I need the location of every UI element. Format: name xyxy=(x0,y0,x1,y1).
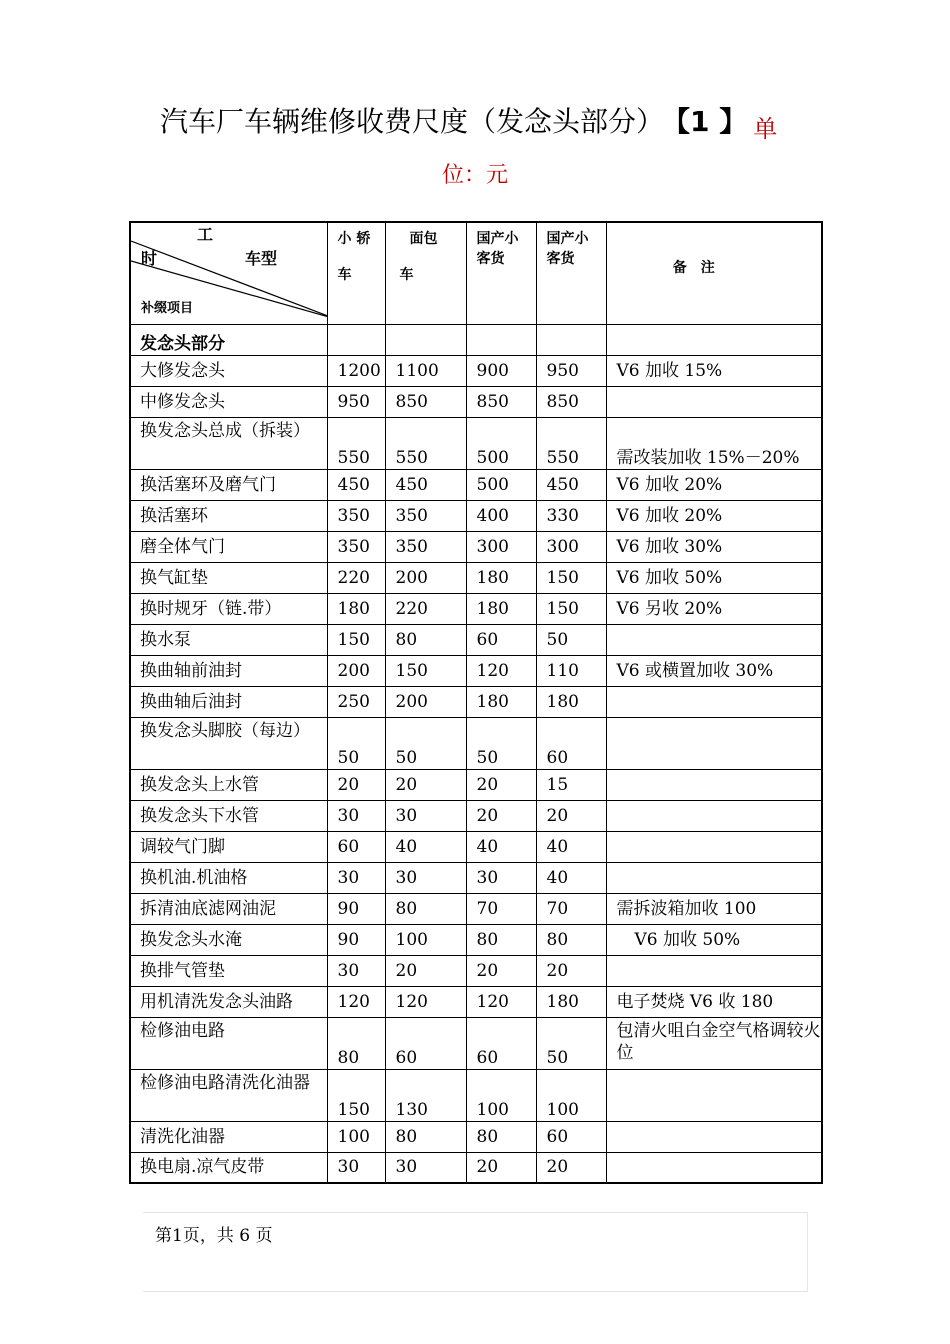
table-row xyxy=(130,1017,822,1069)
row-value-sedan: 150 xyxy=(327,1069,385,1121)
table-row xyxy=(130,1069,822,1121)
table-row xyxy=(130,593,822,624)
row-value-domestic-2: 70 xyxy=(536,893,606,924)
row-value-domestic-1: 300 xyxy=(466,531,536,562)
table-row xyxy=(130,655,822,686)
table-row xyxy=(130,955,822,986)
row-value-van: 450 xyxy=(385,469,466,500)
row-value-sedan: 250 xyxy=(327,686,385,717)
table-row xyxy=(130,469,822,500)
row-value-sedan: 550 xyxy=(327,417,385,469)
row-value-sedan: 30 xyxy=(327,800,385,831)
row-remark xyxy=(606,386,822,417)
row-value-domestic-1: 80 xyxy=(466,924,536,955)
section-row xyxy=(130,324,822,355)
row-value-van: 1100 xyxy=(385,355,466,386)
row-value-domestic-2: 20 xyxy=(536,955,606,986)
row-value-van: 130 xyxy=(385,1069,466,1121)
row-value-domestic-2: 180 xyxy=(536,686,606,717)
row-value-domestic-2: 330 xyxy=(536,500,606,531)
row-value-sedan: 90 xyxy=(327,893,385,924)
row-value-van: 200 xyxy=(385,686,466,717)
row-value-domestic-1: 20 xyxy=(466,800,536,831)
row-value-van: 60 xyxy=(385,1017,466,1069)
row-value-domestic-1: 60 xyxy=(466,624,536,655)
row-value-domestic-2: 180 xyxy=(536,986,606,1017)
row-remark: 需拆波箱加收 100 xyxy=(606,893,822,924)
row-value-domestic-2: 80 xyxy=(536,924,606,955)
header-col-domestic-2: 国产小客货 xyxy=(536,222,606,324)
row-remark xyxy=(606,862,822,893)
row-remark xyxy=(606,624,822,655)
row-value-sedan: 150 xyxy=(327,624,385,655)
row-value-domestic-2: 20 xyxy=(536,800,606,831)
row-item-label: 拆清油底滤网油泥 xyxy=(130,893,327,924)
row-value-domestic-1: 500 xyxy=(466,417,536,469)
row-value-domestic-1: 180 xyxy=(466,593,536,624)
row-value-domestic-2: 40 xyxy=(536,862,606,893)
row-value-van: 20 xyxy=(385,769,466,800)
row-value-van: 550 xyxy=(385,417,466,469)
row-value-domestic-2: 100 xyxy=(536,1069,606,1121)
table-row xyxy=(130,717,822,769)
page-footer xyxy=(143,1212,808,1292)
row-value-van: 100 xyxy=(385,924,466,955)
row-value-van: 80 xyxy=(385,893,466,924)
table-row xyxy=(130,800,822,831)
header-col-remark: 备 注 xyxy=(606,222,822,324)
row-item-label: 大修发念头 xyxy=(130,355,327,386)
table-row xyxy=(130,531,822,562)
row-value-domestic-1: 100 xyxy=(466,1069,536,1121)
row-remark: 包清火咀白金空气格调较火位 xyxy=(606,1017,822,1069)
row-value-domestic-2: 850 xyxy=(536,386,606,417)
row-value-van: 80 xyxy=(385,1121,466,1152)
row-value-sedan: 50 xyxy=(327,717,385,769)
row-value-domestic-1: 50 xyxy=(466,717,536,769)
row-value-domestic-2: 60 xyxy=(536,717,606,769)
row-remark xyxy=(606,686,822,717)
row-remark: V6 加收 20% xyxy=(606,500,822,531)
row-value-sedan: 220 xyxy=(327,562,385,593)
row-value-van: 30 xyxy=(385,1152,466,1183)
row-value-van: 150 xyxy=(385,655,466,686)
row-value-sedan: 950 xyxy=(327,386,385,417)
row-value-domestic-1: 60 xyxy=(466,1017,536,1069)
row-item-label: 检修油电路清洗化油器 xyxy=(130,1069,327,1121)
header-col-domestic-1: 国产小客货 xyxy=(466,222,536,324)
row-value-domestic-1: 850 xyxy=(466,386,536,417)
row-item-label: 中修发念头 xyxy=(130,386,327,417)
row-value-domestic-1: 120 xyxy=(466,986,536,1017)
table-row xyxy=(130,355,822,386)
row-value-domestic-1: 500 xyxy=(466,469,536,500)
row-value-domestic-2: 950 xyxy=(536,355,606,386)
row-item-label: 换曲轴前油封 xyxy=(130,655,327,686)
page-number: 第1页，共 6 页 xyxy=(155,1226,273,1246)
table-row xyxy=(130,893,822,924)
table-row xyxy=(130,986,822,1017)
row-item-label: 换机油.机油格 xyxy=(130,862,327,893)
row-value-sedan: 350 xyxy=(327,531,385,562)
row-value-sedan: 90 xyxy=(327,924,385,955)
row-value-sedan: 450 xyxy=(327,469,385,500)
header-diag-left: 时 xyxy=(141,249,158,268)
row-value-domestic-2: 150 xyxy=(536,593,606,624)
row-value-domestic-1: 400 xyxy=(466,500,536,531)
row-item-label: 换曲轴后油封 xyxy=(130,686,327,717)
header-col-sedan-line2: 车 xyxy=(337,267,352,283)
document-title xyxy=(160,100,778,143)
table-row xyxy=(130,500,822,531)
row-value-van: 850 xyxy=(385,386,466,417)
row-remark xyxy=(606,1152,822,1183)
row-remark xyxy=(606,955,822,986)
row-remark: V6 加收 50% xyxy=(606,924,822,955)
row-value-domestic-2: 550 xyxy=(536,417,606,469)
row-value-sedan: 100 xyxy=(327,1121,385,1152)
row-value-van: 350 xyxy=(385,531,466,562)
row-value-domestic-1: 20 xyxy=(466,955,536,986)
row-value-sedan: 350 xyxy=(327,500,385,531)
row-item-label: 换排气管垫 xyxy=(130,955,327,986)
row-value-van: 350 xyxy=(385,500,466,531)
row-value-domestic-2: 20 xyxy=(536,1152,606,1183)
row-remark xyxy=(606,1121,822,1152)
row-value-domestic-2: 450 xyxy=(536,469,606,500)
row-item-label: 换水泵 xyxy=(130,624,327,655)
row-value-sedan: 180 xyxy=(327,593,385,624)
header-diag-right: 车型 xyxy=(245,249,278,268)
row-value-sedan: 1200 xyxy=(327,355,385,386)
header-row xyxy=(130,222,822,324)
row-remark xyxy=(606,717,822,769)
unit-label-part1: 单 xyxy=(753,115,778,143)
header-col-van-line1: 面包 xyxy=(409,231,438,247)
row-value-sedan: 200 xyxy=(327,655,385,686)
table-row xyxy=(130,417,822,469)
row-value-van: 30 xyxy=(385,800,466,831)
row-remark: V6 加收 30% xyxy=(606,531,822,562)
row-value-sedan: 30 xyxy=(327,955,385,986)
row-value-domestic-2: 60 xyxy=(536,1121,606,1152)
row-value-domestic-1: 30 xyxy=(466,862,536,893)
row-item-label: 换发念头脚胶（每边） xyxy=(130,717,327,769)
table-row xyxy=(130,924,822,955)
row-remark: V6 另收 20% xyxy=(606,593,822,624)
row-value-domestic-2: 300 xyxy=(536,531,606,562)
table-row xyxy=(130,1121,822,1152)
row-value-domestic-2: 110 xyxy=(536,655,606,686)
row-value-sedan: 30 xyxy=(327,862,385,893)
row-value-domestic-1: 20 xyxy=(466,1152,536,1183)
row-item-label: 换时规牙（链.带） xyxy=(130,593,327,624)
row-item-label: 换电扇.凉气皮带 xyxy=(130,1152,327,1183)
row-item-label: 换活塞环及磨气门 xyxy=(130,469,327,500)
row-value-van: 50 xyxy=(385,717,466,769)
row-value-sedan: 30 xyxy=(327,1152,385,1183)
row-item-label: 调较气门脚 xyxy=(130,831,327,862)
row-value-van: 220 xyxy=(385,593,466,624)
table-row xyxy=(130,1152,822,1183)
fee-table xyxy=(129,221,823,1184)
row-value-van: 200 xyxy=(385,562,466,593)
row-item-label: 清洗化油器 xyxy=(130,1121,327,1152)
table-row xyxy=(130,831,822,862)
row-value-domestic-1: 80 xyxy=(466,1121,536,1152)
row-value-domestic-2: 50 xyxy=(536,624,606,655)
row-remark: 电子焚烧 V6 收 180 xyxy=(606,986,822,1017)
row-value-van: 120 xyxy=(385,986,466,1017)
row-value-domestic-1: 120 xyxy=(466,655,536,686)
section-label: 发念头部分 xyxy=(130,324,327,355)
row-value-domestic-2: 40 xyxy=(536,831,606,862)
row-value-domestic-1: 900 xyxy=(466,355,536,386)
row-value-domestic-1: 40 xyxy=(466,831,536,862)
row-item-label: 换发念头总成（拆装） xyxy=(130,417,327,469)
row-value-van: 40 xyxy=(385,831,466,862)
row-value-domestic-1: 70 xyxy=(466,893,536,924)
row-value-domestic-2: 150 xyxy=(536,562,606,593)
unit-label-part2: 位：元 xyxy=(442,163,509,188)
table-row xyxy=(130,562,822,593)
title-ref: 【1 】 xyxy=(676,105,748,138)
header-col-van-line2: 车 xyxy=(399,267,414,283)
table-row xyxy=(130,624,822,655)
row-value-van: 20 xyxy=(385,955,466,986)
row-remark xyxy=(606,831,822,862)
row-value-domestic-1: 180 xyxy=(466,562,536,593)
row-item-label: 检修油电路 xyxy=(130,1017,327,1069)
row-value-domestic-2: 15 xyxy=(536,769,606,800)
row-value-domestic-1: 180 xyxy=(466,686,536,717)
row-remark: 需改装加收 15%－20% xyxy=(606,417,822,469)
row-item-label: 换发念头下水管 xyxy=(130,800,327,831)
table-row xyxy=(130,386,822,417)
row-remark xyxy=(606,800,822,831)
table-row xyxy=(130,686,822,717)
header-col-sedan-line1: 小 轿 xyxy=(337,231,371,247)
row-remark: V6 加收 20% xyxy=(606,469,822,500)
row-item-label: 换活塞环 xyxy=(130,500,327,531)
title-text: 汽车厂车辆维修收费尺度（发念头部分） xyxy=(160,105,665,138)
row-remark xyxy=(606,1069,822,1121)
header-col-van xyxy=(385,222,466,324)
row-item-label: 换发念头水淹 xyxy=(130,924,327,955)
header-col-sedan xyxy=(327,222,385,324)
row-value-sedan: 60 xyxy=(327,831,385,862)
row-item-label: 磨全体气门 xyxy=(130,531,327,562)
table-row xyxy=(130,862,822,893)
row-item-label: 用机清洗发念头油路 xyxy=(130,986,327,1017)
row-value-van: 80 xyxy=(385,624,466,655)
row-value-sedan: 20 xyxy=(327,769,385,800)
row-value-sedan: 80 xyxy=(327,1017,385,1069)
row-value-domestic-2: 50 xyxy=(536,1017,606,1069)
row-remark: V6 加收 15% xyxy=(606,355,822,386)
table-row xyxy=(130,769,822,800)
row-remark xyxy=(606,769,822,800)
row-value-domestic-1: 20 xyxy=(466,769,536,800)
row-item-label: 换气缸垫 xyxy=(130,562,327,593)
diagonal-header-cell xyxy=(130,222,327,324)
row-remark: V6 加收 50% xyxy=(606,562,822,593)
row-value-van: 30 xyxy=(385,862,466,893)
header-diag-top: 工 xyxy=(197,225,214,244)
row-remark: V6 或横置加收 30% xyxy=(606,655,822,686)
row-item-label: 换发念头上水管 xyxy=(130,769,327,800)
header-diag-bottom: 补缀项目 xyxy=(141,301,194,316)
row-value-sedan: 120 xyxy=(327,986,385,1017)
